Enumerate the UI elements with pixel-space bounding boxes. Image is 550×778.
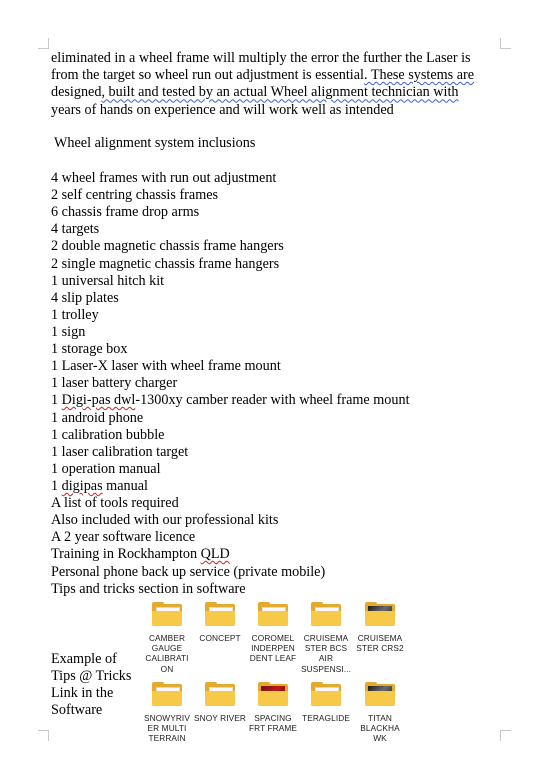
photo-folder-icon xyxy=(363,602,397,628)
crop-mark-bottom-right xyxy=(500,730,511,741)
folder-icon xyxy=(203,602,237,628)
folder-label: SPACING FRT FRAME xyxy=(248,713,298,734)
list-item[interactable]: Training in Rockhampton QLD xyxy=(51,546,230,562)
list-item[interactable]: 6 chassis frame drop arms xyxy=(51,204,200,221)
list-item[interactable]: 1 sign xyxy=(51,323,86,340)
folder-label: TITAN BLACKHA WK xyxy=(360,713,400,744)
folder-item[interactable] xyxy=(140,682,194,744)
side-text-line: Software xyxy=(51,702,103,718)
intro-paragraph[interactable] xyxy=(51,50,501,119)
intro-line: from the target so wheel run out adjustment is essential. These systems are xyxy=(51,67,475,84)
list-item[interactable]: Also included with our professional kits xyxy=(51,512,279,529)
folder-label: CONCEPT xyxy=(199,633,241,643)
crop-mark-top-left xyxy=(38,38,49,49)
list-item[interactable]: 4 targets xyxy=(51,221,100,238)
folder-label: SNOY RIVER xyxy=(193,713,247,723)
list-item[interactable]: Personal phone back up service (private mobile) xyxy=(51,564,326,580)
list-item[interactable]: 1 trolley xyxy=(51,306,99,323)
folder-item[interactable] xyxy=(353,682,407,744)
list-item[interactable]: A list of tools required xyxy=(51,495,179,511)
crop-mark-bottom-left xyxy=(38,730,49,741)
list-item[interactable]: 1 digipas manual xyxy=(51,478,148,494)
section-heading[interactable]: Wheel alignment system inclusions xyxy=(54,135,256,151)
list-item[interactable]: 2 single magnetic chassis frame hangers xyxy=(51,255,280,272)
folder-item[interactable] xyxy=(193,602,247,643)
folder-icon xyxy=(150,682,184,708)
folder-item[interactable] xyxy=(299,682,353,723)
side-text-line: Tips @ Tricks xyxy=(51,668,132,684)
grammar-mark: , built and tested by an actual Wheel alignment technician with xyxy=(101,84,459,101)
list-item[interactable]: 1 calibration bubble xyxy=(51,427,165,444)
folder-label: COROMEL INDERPEN DENT LEAF xyxy=(249,633,297,664)
list-item[interactable]: 2 double magnetic chassis frame hangers xyxy=(51,238,284,255)
folder-item[interactable] xyxy=(193,682,247,723)
folder-item[interactable] xyxy=(353,602,407,653)
list-item[interactable]: 4 slip plates xyxy=(51,289,119,306)
intro-line: designed, built and tested by an actual Wheel alignment technician with xyxy=(51,84,459,101)
folder-item[interactable] xyxy=(246,682,300,733)
folder-icon xyxy=(150,602,184,628)
photo-folder-icon xyxy=(363,682,397,708)
list-item[interactable]: 4 wheel frames with run out adjustment xyxy=(51,170,277,186)
list-item[interactable]: 1 operation manual xyxy=(51,461,161,478)
folder-icon xyxy=(309,602,343,628)
folder-label: CRUISEMA STER BCS AIR SUSPENSI... xyxy=(301,633,351,674)
folder-item[interactable] xyxy=(299,602,353,674)
list-item[interactable]: 1 laser battery charger xyxy=(51,375,178,392)
folder-label: SNOWYRIV ER MULTI TERRAIN xyxy=(144,713,190,744)
intro-line: years of hands on experience and will work well as intended xyxy=(51,101,394,118)
side-text-line: Example of xyxy=(51,651,117,667)
list-item[interactable]: 2 self centring chassis frames xyxy=(51,187,219,204)
list-item[interactable]: A 2 year software licence xyxy=(51,529,196,546)
list-item[interactable]: 1 storage box xyxy=(51,341,128,357)
photo-folder-icon xyxy=(256,682,290,708)
folder-icon xyxy=(309,682,343,708)
tips-link-text[interactable] xyxy=(51,651,151,719)
side-text-line: Link in the xyxy=(51,685,114,701)
list-item[interactable]: 1 Laser-X laser with wheel frame mount xyxy=(51,358,281,375)
spelling-error: digipas xyxy=(61,478,103,494)
folder-label: CRUISEMA STER CRS2 xyxy=(356,633,404,654)
list-item[interactable]: 1 Digi-pas dwl-1300xy camber reader with wheel frame mount xyxy=(51,392,410,408)
list-item[interactable]: 1 laser calibration target xyxy=(51,444,189,461)
spelling-error: Digi-pas dwl xyxy=(61,392,136,408)
list-item[interactable]: 1 android phone xyxy=(51,410,144,426)
folder-item[interactable] xyxy=(246,602,300,664)
grammar-mark: . These systems are xyxy=(363,67,475,84)
folder-icon xyxy=(256,602,290,628)
folder-label: TERAGLIDE xyxy=(302,713,350,723)
crop-mark-top-right xyxy=(500,38,511,49)
list-item[interactable]: 1 universal hitch kit xyxy=(51,272,165,289)
intro-line: eliminated in a wheel frame will multiply the error the further the Laser is xyxy=(51,50,471,66)
list-item[interactable]: Tips and tricks section in software xyxy=(51,581,246,598)
folder-item[interactable] xyxy=(140,602,194,674)
folder-label: CAMBER GAUGE CALIBRATI ON xyxy=(145,633,189,674)
spelling-error: QLD xyxy=(200,546,230,562)
folder-icon xyxy=(203,682,237,708)
